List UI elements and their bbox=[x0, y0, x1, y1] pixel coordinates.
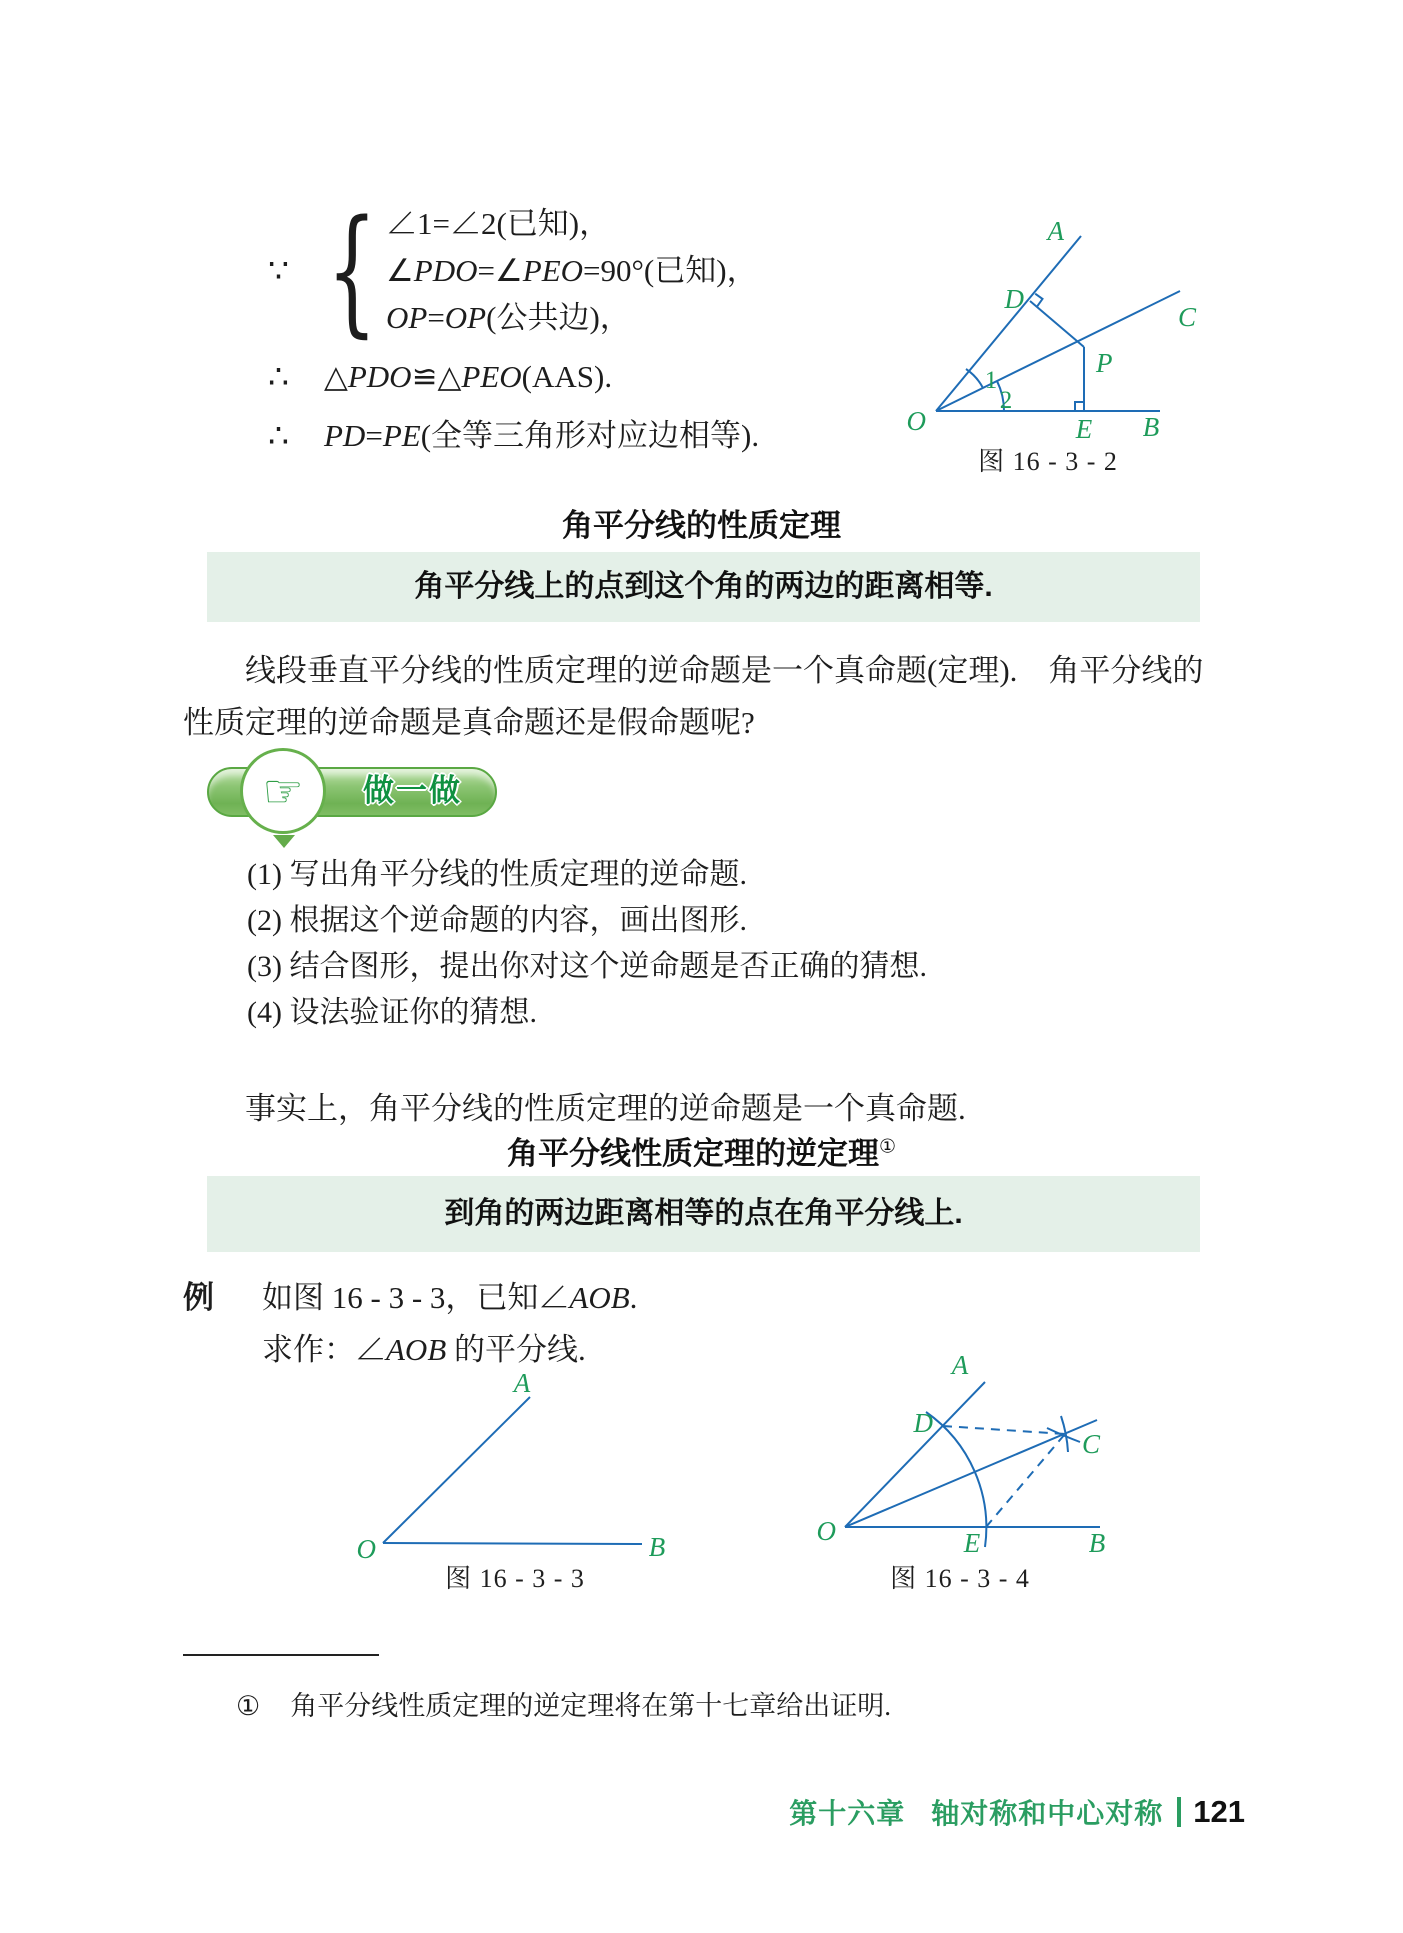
point-label-D: D bbox=[913, 1408, 933, 1438]
right-angle-mark-E bbox=[1075, 402, 1084, 411]
proof-conclusion-2 bbox=[268, 412, 908, 459]
point-label-P: P bbox=[1096, 348, 1113, 378]
figure-caption: 图 16 - 3 - 2 bbox=[978, 447, 1118, 476]
figure-16-3-4-lines bbox=[845, 1382, 1100, 1547]
proof-block bbox=[268, 190, 908, 459]
example-label-spacer bbox=[183, 1324, 262, 1376]
point-label-C: C bbox=[1081, 1429, 1101, 1459]
intro-paragraph bbox=[183, 645, 1241, 749]
figure-16-3-3-drawing bbox=[350, 1372, 680, 1612]
given-conditions bbox=[386, 200, 758, 341]
point-label-E: E bbox=[963, 1528, 981, 1558]
angle-label-2: 2 bbox=[999, 387, 1013, 414]
ray-OC bbox=[936, 291, 1180, 411]
badge-triangle-icon bbox=[273, 835, 295, 848]
brace-glyph: { bbox=[326, 190, 378, 351]
figure-16-3-2-lines bbox=[936, 236, 1180, 411]
given-line-3: OP=OP(公共边)， bbox=[385, 300, 631, 335]
point-label-D: D bbox=[1004, 284, 1024, 314]
example-given: 如图 16 - 3 - 3，已知∠AOB. bbox=[262, 1280, 638, 1315]
badge-circle bbox=[240, 748, 326, 834]
page-footer bbox=[789, 1792, 1245, 1832]
given-line-1: ∠1=∠2(已知)， bbox=[385, 206, 611, 241]
ray-OA bbox=[383, 1397, 530, 1543]
example-label: 例 bbox=[183, 1280, 214, 1315]
figure-16-3-2 bbox=[898, 208, 1228, 488]
intro-line-2: 性质定理的逆命题是真命题还是假命题呢? bbox=[183, 705, 755, 740]
conclusion-line-1: △PDO≌△PEO(AAS). bbox=[324, 359, 613, 394]
figure-16-3-4 bbox=[800, 1352, 1130, 1612]
footnote-text: 角平分线性质定理的逆定理将在第十七章给出证明. bbox=[290, 1691, 891, 1721]
footnote bbox=[236, 1684, 891, 1723]
activity-item-3: (3) 结合图形，提出你对这个逆命题是否正确的猜想. bbox=[247, 950, 927, 983]
figure-16-3-4-drawing bbox=[800, 1352, 1130, 1612]
figure-16-3-3-lines bbox=[383, 1397, 642, 1544]
point-label-A: A bbox=[513, 1372, 531, 1398]
segment-DP bbox=[1030, 301, 1084, 347]
badge-label: 做一做 bbox=[363, 773, 462, 808]
point-label-B: B bbox=[1088, 1528, 1106, 1558]
example-block bbox=[183, 1272, 637, 1376]
figure-caption: 图 16 - 3 - 3 bbox=[445, 1564, 585, 1593]
theorem1-statement-box: 角平分线上的点到这个角的两边的距离相等. bbox=[207, 552, 1200, 622]
point-label-C: C bbox=[1177, 302, 1197, 332]
figure-caption: 图 16 - 3 - 4 bbox=[890, 1564, 1030, 1593]
do-it-badge bbox=[207, 748, 507, 848]
point-label-O: O bbox=[356, 1534, 376, 1564]
pointing-hand-icon: ☞ bbox=[262, 764, 304, 818]
footer-page-number: 121 bbox=[1193, 1794, 1245, 1829]
footer-chapter: 第十六章 bbox=[789, 1798, 906, 1829]
point-label-B: B bbox=[648, 1532, 666, 1562]
ray-OB bbox=[383, 1543, 642, 1544]
footer-section: 轴对称和中心对称 bbox=[931, 1798, 1164, 1829]
angle-label-1: 1 bbox=[984, 367, 998, 394]
dashed-DC bbox=[943, 1426, 1065, 1434]
because-symbol: ∵ bbox=[268, 253, 289, 290]
theorem2-title bbox=[0, 1128, 1403, 1173]
ray-OA bbox=[845, 1382, 985, 1527]
therefore-symbol: ∴ bbox=[268, 418, 289, 455]
footnote-reference-mark: ① bbox=[878, 1136, 897, 1158]
figure-16-3-2-drawing bbox=[898, 208, 1228, 488]
example-task: 求作：∠AOB 的平分线. bbox=[262, 1332, 586, 1367]
intro-line-1: 线段垂直平分线的性质定理的逆命题是一个真命题(定理). 角平分线的 bbox=[245, 653, 1204, 688]
activity-item-2: (2) 根据这个逆命题的内容，画出图形. bbox=[247, 904, 747, 937]
activity-item-4: (4) 设法验证你的猜想. bbox=[247, 996, 537, 1029]
point-label-O: O bbox=[906, 406, 926, 436]
activity-list bbox=[247, 852, 927, 1036]
conclusion-line-2: PD=PE(全等三角形对应边相等). bbox=[324, 418, 760, 453]
theorem1-title: 角平分线的性质定理 bbox=[562, 508, 841, 543]
example-line-1 bbox=[183, 1272, 637, 1324]
angle-1-arc bbox=[966, 369, 983, 388]
footnote-divider bbox=[183, 1654, 379, 1656]
point-label-E: E bbox=[1075, 414, 1093, 444]
point-label-A: A bbox=[951, 1352, 969, 1380]
proof-conclusion-1 bbox=[268, 353, 908, 400]
fact-paragraph: 事实上，角平分线的性质定理的逆命题是一个真命题. bbox=[245, 1091, 966, 1126]
point-label-O: O bbox=[816, 1516, 836, 1546]
activity-item-1: (1) 写出角平分线的性质定理的逆命题. bbox=[247, 858, 747, 891]
dashed-EC bbox=[986, 1434, 1065, 1527]
example-line-2 bbox=[183, 1324, 637, 1376]
figure-16-3-3 bbox=[350, 1372, 680, 1612]
point-label-A: A bbox=[1047, 216, 1064, 246]
ray-OA bbox=[936, 236, 1081, 411]
therefore-symbol: ∴ bbox=[268, 359, 289, 396]
right-angle-mark-D bbox=[1035, 294, 1042, 307]
footnote-marker: ① bbox=[236, 1691, 261, 1721]
point-label-B: B bbox=[1142, 412, 1160, 442]
footer-divider-bar bbox=[1177, 1797, 1181, 1827]
ray-OC-bisector bbox=[845, 1420, 1097, 1527]
theorem2-title-text: 角平分线性质定理的逆定理 bbox=[506, 1136, 879, 1171]
proof-given-row bbox=[268, 190, 908, 351]
given-line-2: ∠PDO=∠PEO=90°(已知)， bbox=[385, 253, 758, 288]
theorem2-statement-box: 到角的两边距离相等的点在角平分线上. bbox=[207, 1176, 1200, 1252]
